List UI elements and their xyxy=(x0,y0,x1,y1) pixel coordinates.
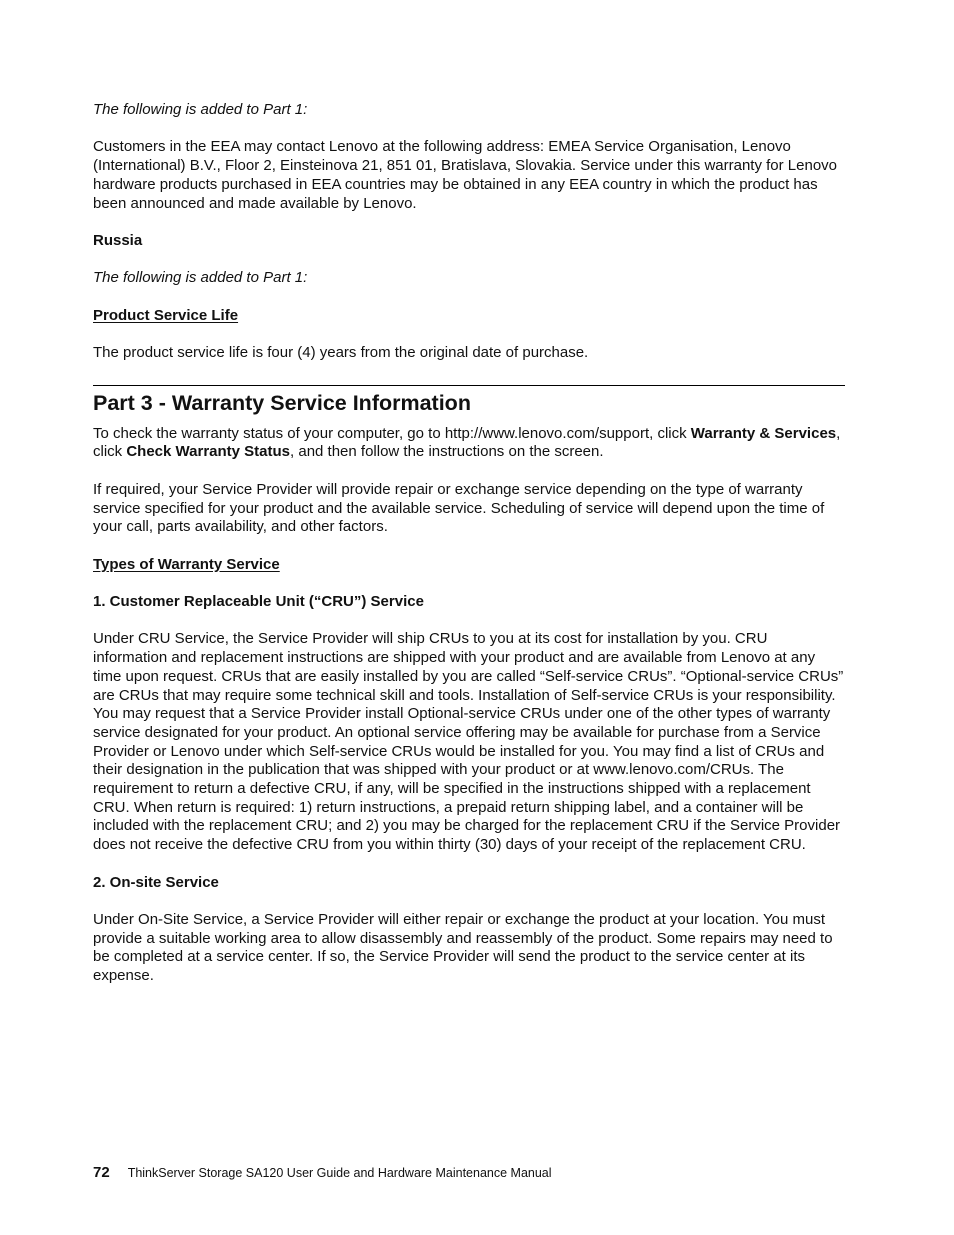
types-heading: Types of Warranty Service xyxy=(93,555,280,573)
cru-heading: 1. Customer Replaceable Unit (“CRU”) Service xyxy=(93,593,424,611)
service-life-paragraph: The product service life is four (4) years from the original date of purchase. xyxy=(93,344,589,362)
russia-heading: Russia xyxy=(93,231,143,249)
page-content xyxy=(93,101,845,986)
service-required-paragraph: If required, your Service Provider will provide repair or exchange service depending on the type of warranty service specified for your product and the available service. Scheduling of service will depend upon the time of your call, parts availability, and other factors. xyxy=(93,480,825,536)
section-divider xyxy=(93,385,845,386)
page-footer xyxy=(93,1164,552,1181)
warranty-services-link-text: Warranty & Services xyxy=(690,424,837,442)
russia-note: The following is added to Part 1: xyxy=(93,269,308,287)
onsite-paragraph: Under On-Site Service, a Service Provider will either repair or exchange the product at your location. You must provide a suitable working area to allow disassembly and reassembly of the product. Some repairs may need to be completed at a service center. If so, the Service Provider will send the product to the service center at its expense. xyxy=(93,910,833,985)
cru-paragraph: Under CRU Service, the Service Provider will ship CRUs to you at its cost for installation by you. CRU information and replacement instructions are shipped with your product and are available from Lenovo at any time upon request. CRUs that are easily installed by you are called “Self-service CRUs”. “Optional-service CRUs” are CRUs that may require some technical skill and tools. Installation of Self-service CRUs is your responsibility. You may request that a Service Provider install Optional-service CRUs under one of the other types of warranty service designated for your product. An optional service offering may be available for purchase from a Service Provider or Lenovo under which Self-service CRUs would be installed for you. You may find a list of CRUs and their designation in the publication that was shipped with your product or at www.lenovo.com/CRUs. The requirement to return a defective CRU, if any, will be specified in the instructions shipped with a replacement CRU. When return is required: 1) return instructions, a prepaid return shipping label, and a container will be included with the replacement CRU; and 2) you may be charged for the replacement CRU if the Service Provider does not receive the defective CRU from you within thirty (30) days of your receipt of the replacement CRU. xyxy=(93,630,844,854)
part3-title: Part 3 - Warranty Service Information xyxy=(93,390,471,415)
check-warranty-status-text: Check Warranty Status xyxy=(126,443,291,461)
intro-note: The following is added to Part 1: xyxy=(93,101,308,118)
check-warranty-paragraph: To check the warranty status of your computer, go to http://www.lenovo.com/support, click Warranty & Services, click Check Warranty Status, and then follow the instructions on the screen. xyxy=(93,424,841,461)
onsite-heading: 2. On-site Service xyxy=(93,873,219,891)
page-number: 72 xyxy=(93,1164,110,1181)
manual-title: ThinkServer Storage SA120 User Guide and Hardware Maintenance Manual xyxy=(127,1166,552,1180)
eea-paragraph: Customers in the EEA may contact Lenovo at the following address: EMEA Service Organisation, Lenovo (International) B.V., Floor 2, Einsteinova 21, 851 01, Bratislava, Slovakia. Service under this warranty for Lenovo hardware products purchased in EEA countries may be obtained in any EEA country in which the product has been announced and made available by Lenovo. xyxy=(93,138,838,212)
product-service-life-heading: Product Service Life xyxy=(93,306,239,324)
